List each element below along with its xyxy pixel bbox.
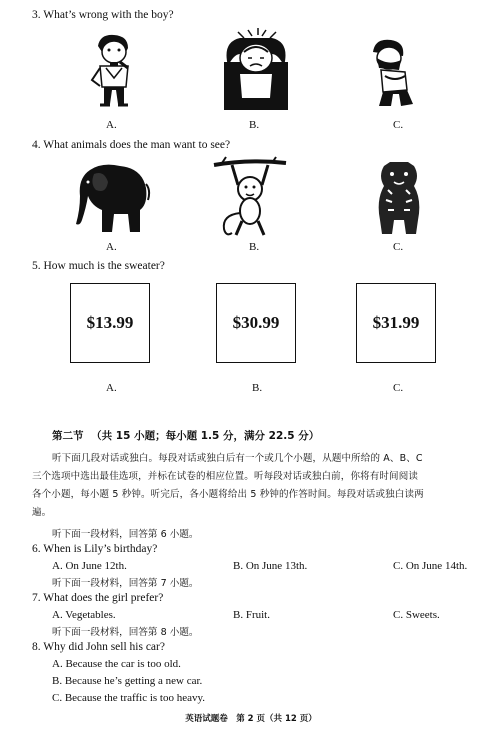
question-4: 4. What animals does the man want to see? xyxy=(32,139,231,151)
q7-option-a: A. Vegetables. xyxy=(52,609,116,621)
price-b: $30.99 xyxy=(232,313,280,332)
q8-option-b: B. Because he’s getting a new car. xyxy=(52,675,203,687)
price-a: $13.99 xyxy=(86,313,134,332)
q3-option-c: C. xyxy=(393,119,404,131)
q5-option-a: A. xyxy=(106,382,117,394)
q4-option-c: C. xyxy=(393,241,404,253)
intro-q8: 听下面一段材料，回答第 8 小题。 xyxy=(52,627,199,638)
q7-option-c: C. Sweets. xyxy=(393,609,440,621)
q6-option-c: C. On June 14th. xyxy=(393,560,468,572)
intro-q6: 听下面一段材料，回答第 6 小题。 xyxy=(52,529,199,540)
section-rule: （共 15 小题；每小题 1.5 分，满分 22.5 分） xyxy=(91,430,320,442)
question-8: 8. Why did John sell his car? xyxy=(32,641,165,653)
elephant-icon xyxy=(72,160,152,236)
instructions-line-2: 三个选项中选出最佳选项，并标在试卷的相应位置。听每段对话或独白前，你将有时间阅读 xyxy=(32,471,419,482)
q8-option-c: C. Because the traffic is too heavy. xyxy=(52,692,206,704)
monkey-icon xyxy=(212,155,288,239)
question-7: 7. What does the girl prefer? xyxy=(32,592,164,604)
section-heading xyxy=(52,428,319,443)
q3-option-b: B. xyxy=(249,119,260,131)
q4-option-a: A. xyxy=(106,241,117,253)
q7-option-b: B. Fruit. xyxy=(233,609,270,621)
price-box-a xyxy=(70,283,150,363)
section-title: 第二节 xyxy=(52,430,84,442)
instructions-line-1: 听下面几段对话或独白。每段对话或独白后有一个或几个小题，从题中所给的 A、B、C xyxy=(52,453,423,464)
price-box-c xyxy=(356,283,436,363)
page-footer: 英语试题卷 第 2 页（共 12 页） xyxy=(185,714,317,724)
instructions-line-3: 各个小题，每小题 5 秒钟。听完后，各小题将给出 5 秒钟的作答时间。每段对话或独白读两 xyxy=(32,489,424,500)
q6-option-a: A. On June 12th. xyxy=(52,560,127,572)
q3-option-a: A. xyxy=(106,119,117,131)
question-6: 6. When is Lily’s birthday? xyxy=(32,543,158,555)
q4-option-b: B. xyxy=(249,241,260,253)
instructions-line-4: 遍。 xyxy=(32,507,52,518)
q8-option-a: A. Because the car is too old. xyxy=(52,658,181,670)
intro-q7: 听下面一段材料，回答第 7 小题。 xyxy=(52,578,199,589)
question-5: 5. How much is the sweater? xyxy=(32,260,165,272)
tiger-icon xyxy=(376,160,422,236)
price-box-b xyxy=(216,283,296,363)
price-c: $31.99 xyxy=(372,313,420,332)
question-3: 3. What’s wrong with the boy? xyxy=(32,9,174,21)
boy-stomachache-icon xyxy=(371,38,415,108)
q6-option-b: B. On June 13th. xyxy=(233,560,308,572)
boy-coughing-icon xyxy=(88,32,138,110)
boy-headache-icon xyxy=(218,28,294,112)
q5-option-b: B. xyxy=(252,382,263,394)
q5-option-c: C. xyxy=(393,382,404,394)
